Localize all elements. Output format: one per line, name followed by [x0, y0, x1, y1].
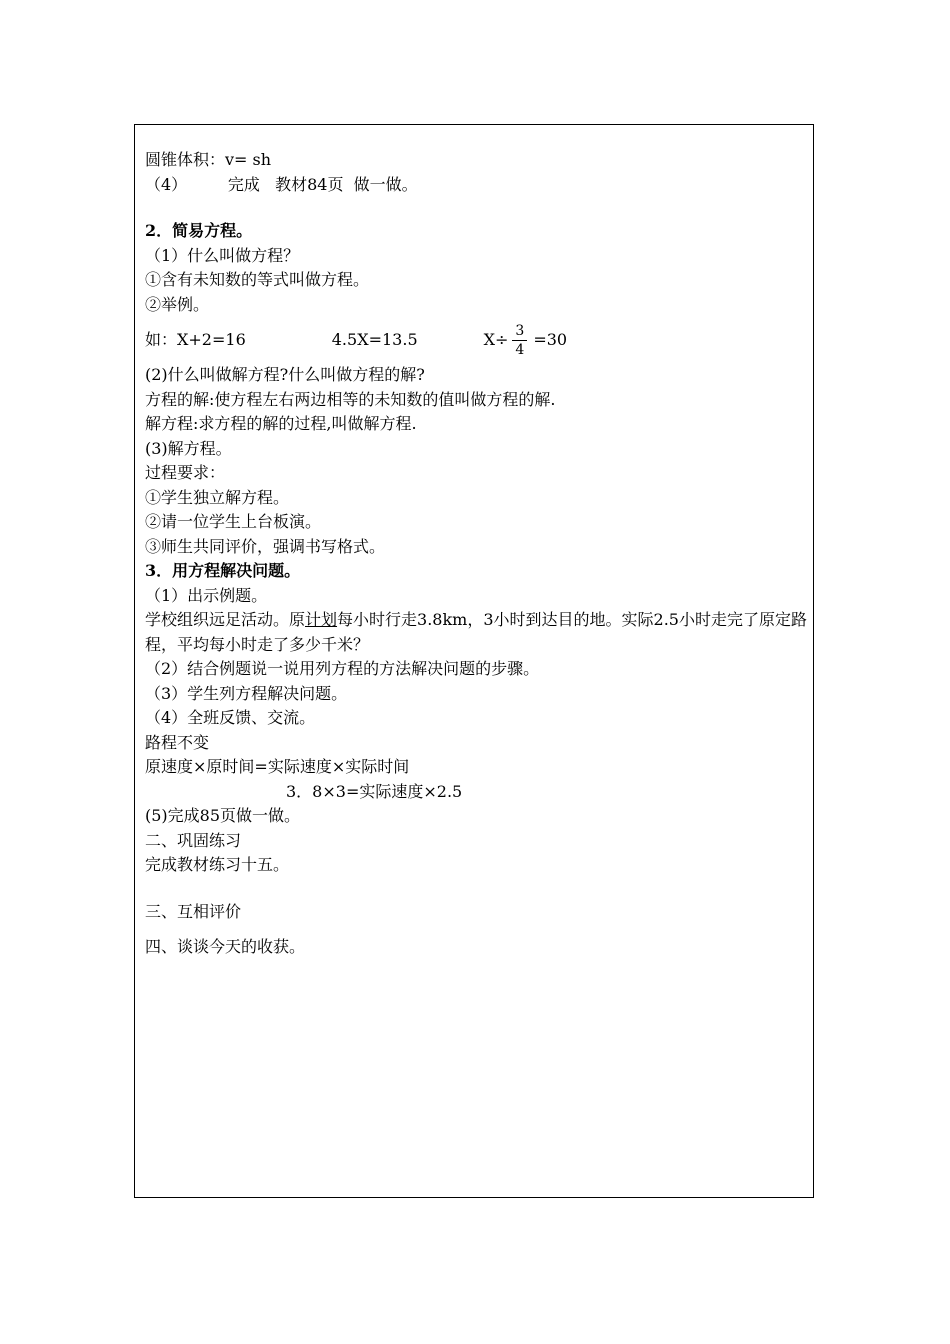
fraction-numerator: 3: [512, 322, 527, 341]
requirement-2: ②请一位学生上台板演。: [145, 512, 322, 531]
distance-unchanged: 路程不变: [145, 732, 210, 752]
textbook-task-85: (5)完成85页做一做。: [145, 806, 301, 825]
step-class-feedback: （4）全班反馈、交流。: [145, 708, 316, 727]
solution-definition: 方程的解:使方程左右两边相等的未知数的值叫做方程的解.: [145, 389, 556, 409]
cone-volume-formula: 圆锥体积：v= sh: [145, 150, 272, 169]
question-solve-equation: (2)什么叫做解方程?什么叫做方程的解?: [145, 365, 425, 384]
part-4-reflection: 四、谈谈今天的收获。: [145, 937, 306, 956]
step-students-solve: （3）学生列方程解决问题。: [145, 683, 348, 703]
equation-example-1: 如：X+2=16: [145, 329, 246, 349]
speed-time-relation: 原速度×原时间=实际速度×实际时间: [145, 757, 410, 776]
spacer: [145, 878, 810, 900]
equation-example-3-right: =30: [533, 329, 568, 349]
setup-equation: 3．8×3=实际速度×2.5: [286, 781, 463, 801]
equation-definition: ①含有未知数的等式叫做方程。: [145, 270, 370, 289]
process-requirements: 过程要求：: [145, 463, 226, 482]
word-problem-part-2: 每小时行走3.8km，3小时到达目的地。实际2.5小时走完了原定路程，平均每小时走了多少千米？: [145, 610, 807, 654]
spacer: [145, 197, 810, 219]
solve-equation-step: (3)解方程。: [145, 438, 232, 458]
word-problem-part-1: 学校组织远足活动。原: [145, 610, 306, 629]
spacer: [145, 924, 810, 935]
solving-definition: 解方程:求方程的解的过程,叫做解方程.: [145, 414, 417, 433]
requirement-3: ③师生共同评价，强调书写格式。: [145, 536, 386, 556]
part-3-evaluation: 三、互相评价: [145, 901, 242, 921]
lesson-content: [145, 148, 810, 960]
part-2-practice: 二、巩固练习: [145, 830, 242, 850]
equation-example-2: 4.5X=13.5: [331, 329, 418, 349]
textbook-task-84: （4） 完成 教材84页 做一做。: [145, 174, 418, 194]
show-example: （1）出示例题。: [145, 585, 268, 605]
question-what-is-equation: （1）什么叫做方程？: [145, 245, 300, 265]
requirement-1: ①学生独立解方程。: [145, 487, 290, 507]
equation-examples: [145, 317, 810, 363]
section-3-title: 3．用方程解决问题。: [145, 561, 301, 580]
step-combine-example: （2）结合例题说一说用列方程的方法解决问题的步骤。: [145, 659, 540, 678]
section-2-title: 2．简易方程。: [145, 221, 253, 240]
equation-example-3-left: X÷: [483, 329, 509, 349]
example-label: ②举例。: [145, 294, 210, 314]
word-problem-underlined: 计划: [305, 610, 338, 629]
exercise-15: 完成教材练习十五。: [145, 855, 290, 874]
fraction-three-quarters: [512, 322, 527, 359]
fraction-denominator: 4: [515, 341, 525, 358]
word-problem: [145, 608, 810, 657]
